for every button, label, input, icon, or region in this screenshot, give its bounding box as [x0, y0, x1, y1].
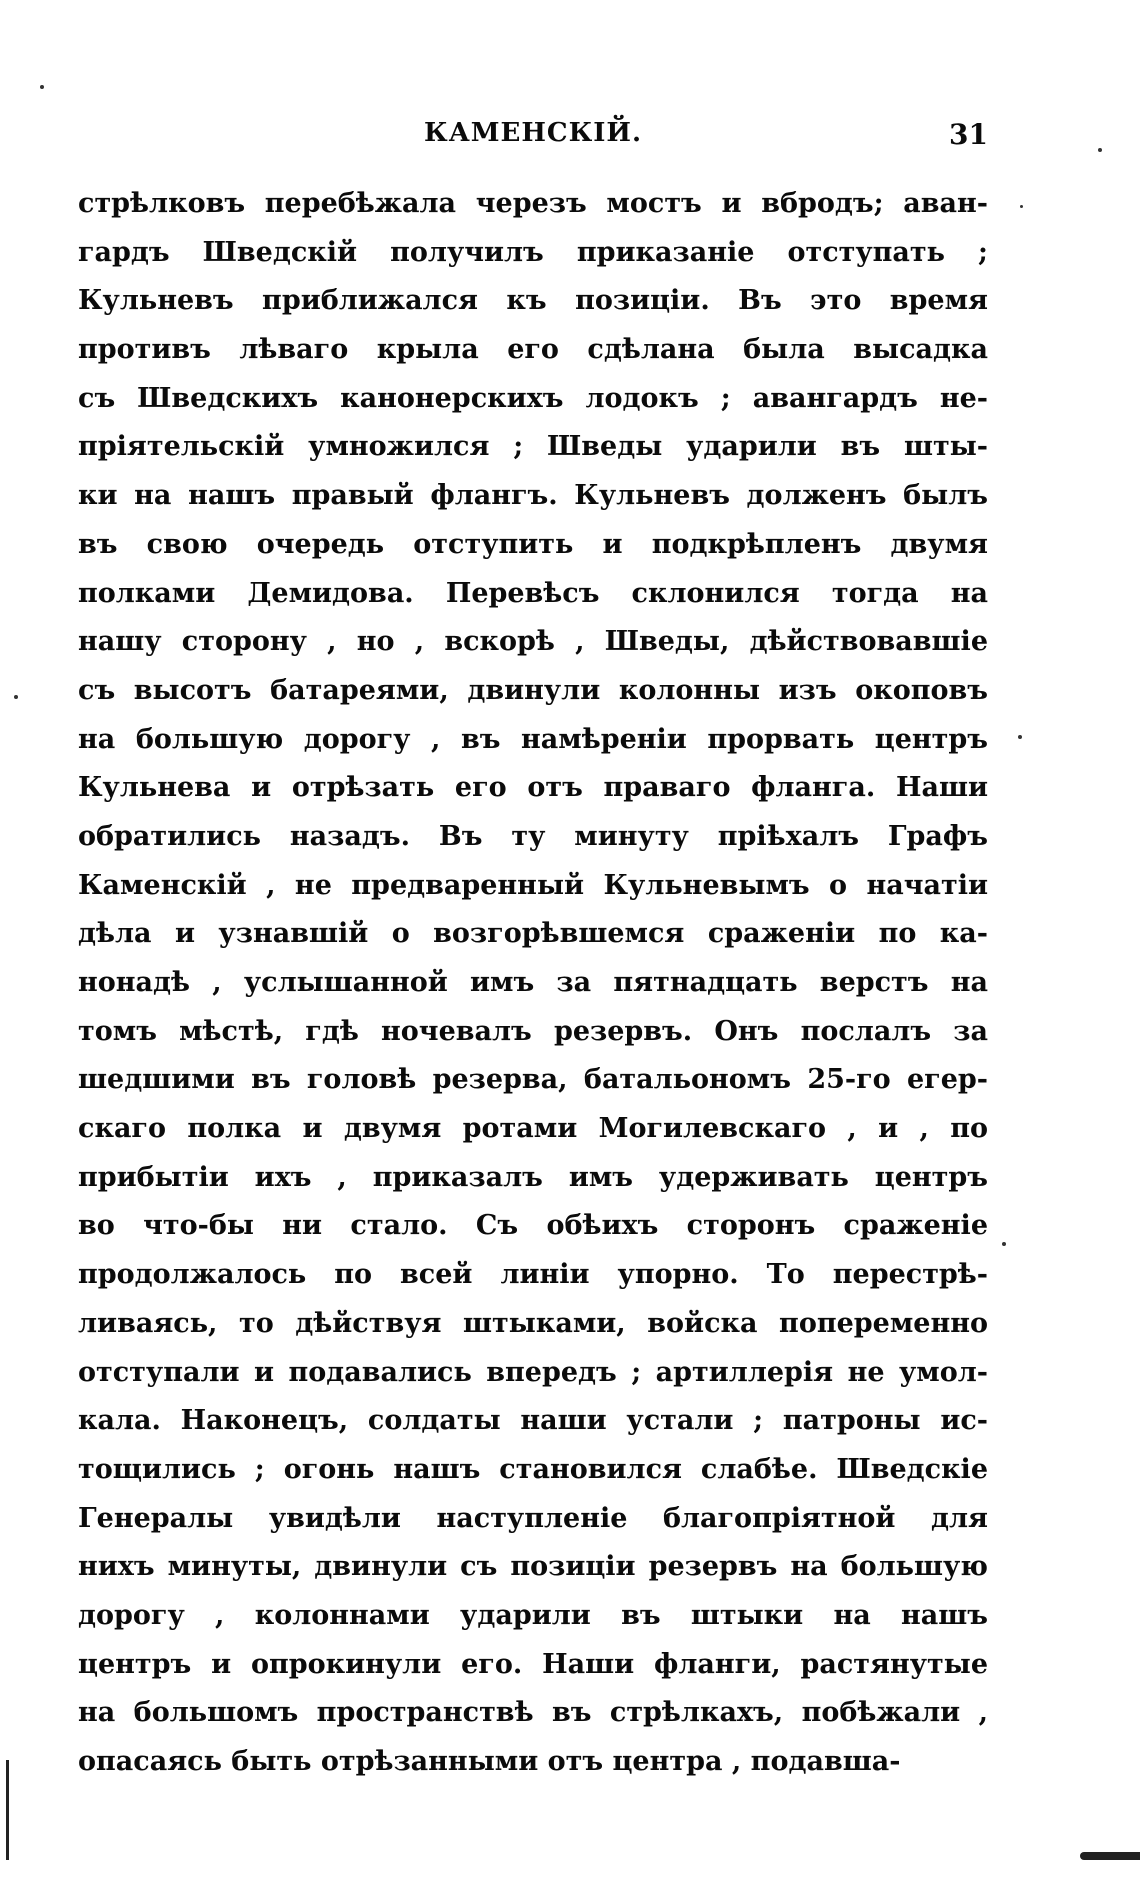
text-line: скаго полка и двумя ротами Могилевскаго , и , по [78, 1113, 988, 1145]
print-speck [1020, 205, 1023, 208]
text-line: отступали и подавались впередъ ; артиллерія не умол- [78, 1356, 988, 1388]
page-edge-mark [6, 1760, 9, 1860]
text-line: гардъ Шведскій получилъ приказаніе отступать ; [78, 236, 988, 268]
print-speck [40, 85, 44, 89]
text-line: въ свою очередь отступить и подкрѣпленъ двумя [78, 528, 988, 560]
page-corner-smudge [1080, 1852, 1140, 1860]
print-speck [1002, 1242, 1006, 1246]
text-line: томъ мѣстѣ, гдѣ ночевалъ резервъ. Онъ послалъ за [78, 1015, 988, 1047]
text-line: нонадѣ , услышанной имъ за пятнадцать верстъ на [78, 967, 988, 998]
page-number: 31 [949, 118, 988, 151]
text-line: кала. Наконецъ, солдаты наши устали ; патроны ис- [78, 1405, 988, 1437]
body-text [78, 180, 988, 1787]
text-line: полками Демидова. Перевѣсъ склонился тогда на [78, 577, 988, 609]
text-line: противъ лѣваго крыла его сдѣлана была высадка [78, 334, 988, 366]
print-speck [14, 695, 18, 699]
running-title: КАМЕНСКІЙ. [423, 118, 643, 148]
print-speck [1018, 735, 1022, 739]
text-line: во что-бы ни стало. Съ обѣихъ сторонъ сраженіе [78, 1210, 988, 1242]
text-line: съ высотъ батареями, двинули колонны изъ окоповъ [78, 674, 988, 706]
text-line: обратились назадъ. Въ ту минуту пріѣхалъ Графъ [78, 820, 988, 852]
text-line: ливаясь, то дѣйствуя штыками, войска попеременно [78, 1307, 988, 1339]
text-line: дѣла и узнавшій о возгорѣвшемся сраженіи по ка- [78, 918, 988, 950]
text-line: на большомъ пространствѣ въ стрѣлкахъ, побѣжали , [78, 1697, 988, 1729]
text-line: пріятельскій умножился ; Шведы ударили въ шты- [78, 431, 988, 463]
text-line: нихъ минуты, двинули съ позиціи резервъ на большую [78, 1551, 988, 1583]
text-line: дорогу , колоннами ударили въ штыки на нашъ [78, 1599, 988, 1631]
text-line: опасаясь быть отрѣзанными отъ центра , подавша- [78, 1746, 901, 1777]
text-line: Кульневъ приближался къ позиціи. Въ это время [78, 285, 988, 317]
text-line: стрѣлковъ перебѣжала черезъ мостъ и вбродъ; аван- [78, 188, 988, 219]
text-line: центръ и опрокинули его. Наши фланги, растянутые [78, 1648, 988, 1680]
text-line: ки на нашъ правый флангъ. Кульневъ долженъ былъ [78, 480, 988, 512]
text-line: тощились ; огонь нашъ становился слабѣе. Шведскіе [78, 1453, 988, 1485]
text-line: нашу сторону , но , вскорѣ , Шведы, дѣйствовавшіе [78, 626, 988, 658]
text-line: на большую дорогу , въ намѣреніи прорвать центръ [78, 723, 988, 755]
text-line: прибытіи ихъ , приказалъ имъ удерживать центръ [78, 1161, 988, 1193]
text-line: Каменскій , не предваренный Кульневымъ о начатіи [78, 869, 988, 901]
print-speck [1098, 148, 1102, 152]
text-line: продолжалось по всей линіи упорно. То перестрѣ- [78, 1259, 988, 1291]
running-head [78, 118, 988, 158]
text-line: Кульнева и отрѣзать его отъ праваго фланга. Наши [78, 772, 988, 804]
text-line: Генералы увидѣли наступленіе благопріятной для [78, 1502, 988, 1534]
text-line: съ Шведскихъ канонерскихъ лодокъ ; авангардъ не- [78, 382, 988, 414]
text-line: шедшими въ головѣ резерва, батальономъ 25-го егер- [78, 1064, 988, 1096]
